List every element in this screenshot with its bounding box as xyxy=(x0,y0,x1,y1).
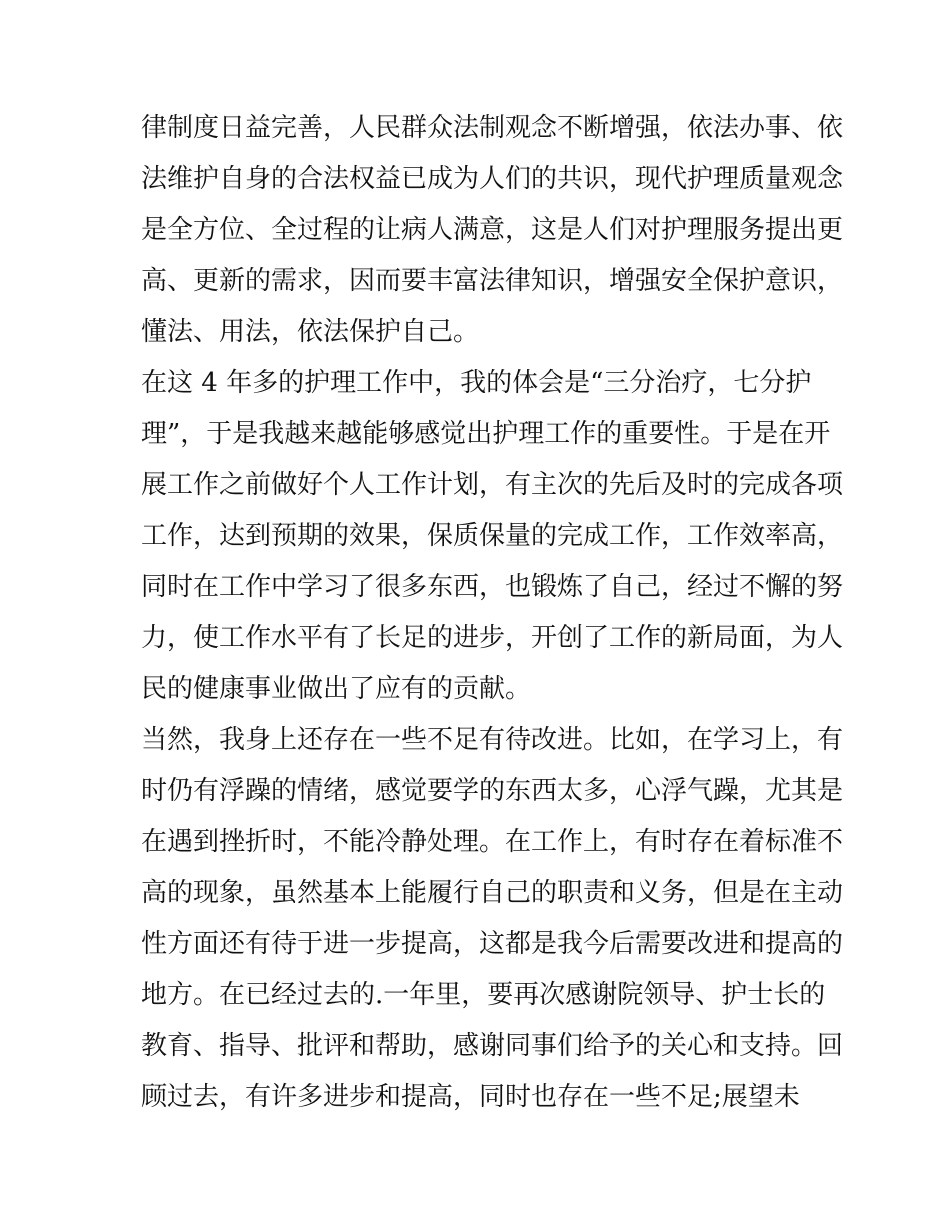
text-line: 在遇到挫折时，不能冷静处理。在工作上，有时存在着标准不 xyxy=(141,827,844,857)
text-line: 是全方位、全过程的让病人满意，这是人们对护理服务提出更 xyxy=(141,215,844,245)
text-line: 力，使工作水平有了长足的进步，开创了工作的新局面，为人 xyxy=(141,623,844,653)
text-line: 律制度日益完善，人民群众法制观念不断增强，依法办事、依 xyxy=(141,113,844,143)
text-line: 理”，于是我越来越能够感觉出护理工作的重要性。于是在开 xyxy=(141,419,831,449)
text-line: 同时在工作中学习了很多东西，也锻炼了自己，经过不懈的努 xyxy=(141,572,844,602)
text-line: 展工作之前做好个人工作计划，有主次的先后及时的完成各项 xyxy=(141,470,844,500)
text-line: 当然，我身上还存在一些不足有待改进。比如，在学习上，有 xyxy=(141,725,844,755)
text-line: 顾过去，有许多进步和提高，同时也存在一些不足;展望未 xyxy=(141,1082,800,1112)
text-line: 懂法、用法，依法保护自己。 xyxy=(141,317,480,347)
text-line: 工作，达到预期的效果，保质保量的完成工作，工作效率高， xyxy=(141,521,844,551)
text-line: 时仍有浮躁的情绪，感觉要学的东西太多，心浮气躁，尤其是 xyxy=(141,776,844,806)
text-line: 教育、指导、批评和帮助，感谢同事们给予的关心和支持。回 xyxy=(141,1031,844,1061)
text-line: 高的现象，虽然基本上能履行自己的职责和义务，但是在主动 xyxy=(141,878,844,908)
text-line: 在这 4 年多的护理工作中，我的体会是“三分治疗，七分护 xyxy=(141,368,812,398)
text-line: 法维护自身的合法权益已成为人们的共识，现代护理质量观念 xyxy=(141,164,844,194)
text-line: 地方。在已经过去的.一年里，要再次感谢院领导、护士长的 xyxy=(141,980,826,1010)
text-line: 民的健康事业做出了应有的贡献。 xyxy=(141,674,532,704)
text-line: 高、更新的需求，因而要丰富法律知识，增强安全保护意识， xyxy=(141,266,844,296)
text-line: 性方面还有待于进一步提高，这都是我今后需要改进和提高的 xyxy=(141,929,844,959)
